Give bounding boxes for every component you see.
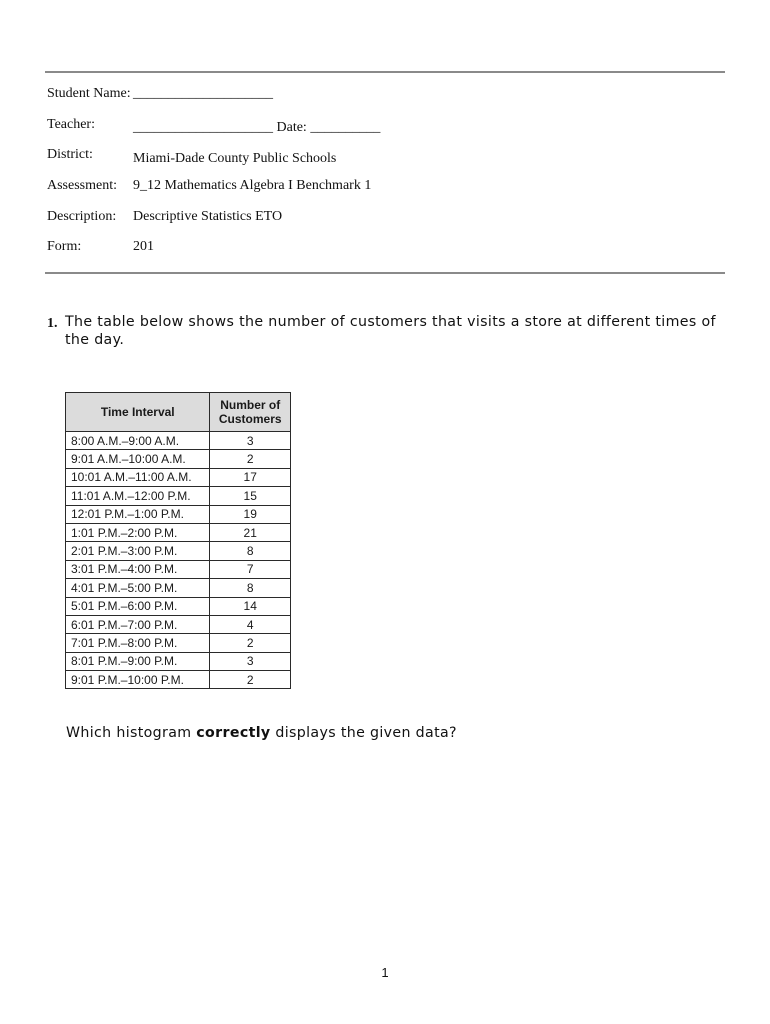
assessment-label: Assessment: (47, 178, 117, 193)
table-row (66, 597, 291, 615)
customers-cell: 3 (210, 432, 291, 450)
time-interval-cell: 8:00 A.M.–9:00 A.M. (66, 432, 210, 450)
time-interval-cell: 10:01 A.M.–11:00 A.M. (66, 468, 210, 486)
prompt-emphasis: correctly (196, 725, 271, 741)
prompt-text-before: Which histogram (66, 725, 197, 741)
time-interval-cell: 1:01 P.M.–2:00 P.M. (66, 523, 210, 541)
question-prompt (66, 725, 457, 741)
customers-cell: 2 (210, 450, 291, 468)
customers-cell: 2 (210, 634, 291, 652)
table-row (66, 523, 291, 541)
page-number: 1 (381, 965, 389, 980)
student-name-label: Student Name: (47, 86, 131, 101)
table-row (66, 432, 291, 450)
time-interval-cell: 11:01 A.M.–12:00 P.M. (66, 487, 210, 505)
time-interval-cell: 12:01 P.M.–1:00 P.M. (66, 505, 210, 523)
customers-cell: 19 (210, 505, 291, 523)
assessment-value: 9_12 Mathematics Algebra I Benchmark 1 (133, 178, 372, 193)
description-label: Description: (47, 209, 117, 224)
table-row (66, 468, 291, 486)
table-row (66, 487, 291, 505)
teacher-date-blank: ____________________ Date: __________ (133, 120, 381, 135)
header-top-rule (45, 71, 725, 73)
table-row (66, 671, 291, 689)
form-label: Form: (47, 239, 82, 254)
time-interval-cell: 2:01 P.M.–3:00 P.M. (66, 542, 210, 560)
table-row (66, 560, 291, 578)
time-interval-cell: 8:01 P.M.–9:00 P.M. (66, 652, 210, 670)
time-interval-cell: 7:01 P.M.–8:00 P.M. (66, 634, 210, 652)
customers-cell: 8 (210, 579, 291, 597)
customers-cell: 4 (210, 615, 291, 633)
customers-cell: 15 (210, 487, 291, 505)
time-interval-cell: 9:01 P.M.–10:00 P.M. (66, 671, 210, 689)
customer-table (65, 392, 291, 689)
question-number: 1. (47, 316, 58, 331)
teacher-label: Teacher: (47, 117, 95, 132)
customers-cell: 8 (210, 542, 291, 560)
description-value: Descriptive Statistics ETO (133, 209, 283, 224)
table-row (66, 450, 291, 468)
table-row (66, 615, 291, 633)
time-interval-cell: 9:01 A.M.–10:00 A.M. (66, 450, 210, 468)
district-value: Miami-Dade County Public Schools (133, 151, 337, 166)
table-row (66, 634, 291, 652)
time-interval-cell: 4:01 P.M.–5:00 P.M. (66, 579, 210, 597)
table-row (66, 652, 291, 670)
table-row (66, 542, 291, 560)
customers-cell: 14 (210, 597, 291, 615)
table-header-time-interval: Time Interval (66, 393, 210, 432)
time-interval-cell: 6:01 P.M.–7:00 P.M. (66, 615, 210, 633)
student-name-blank: ____________________ (133, 86, 273, 101)
customers-cell: 17 (210, 468, 291, 486)
table-header-row (66, 393, 291, 432)
table-row (66, 579, 291, 597)
customers-cell: 3 (210, 652, 291, 670)
customers-cell: 2 (210, 671, 291, 689)
customers-cell: 7 (210, 560, 291, 578)
district-label: District: (47, 147, 93, 162)
question-1 (47, 313, 717, 349)
table-row (66, 505, 291, 523)
customers-cell: 21 (210, 523, 291, 541)
time-interval-cell: 5:01 P.M.–6:00 P.M. (66, 597, 210, 615)
form-value: 201 (133, 239, 154, 254)
prompt-text-after: displays the given data? (270, 725, 457, 741)
table-header-customers: Number of Customers (210, 393, 291, 432)
header-bottom-rule (45, 272, 725, 274)
question-text: The table below shows the number of customers that visits a store at different times of the day. (65, 314, 716, 348)
table-body (66, 432, 291, 689)
time-interval-cell: 3:01 P.M.–4:00 P.M. (66, 560, 210, 578)
